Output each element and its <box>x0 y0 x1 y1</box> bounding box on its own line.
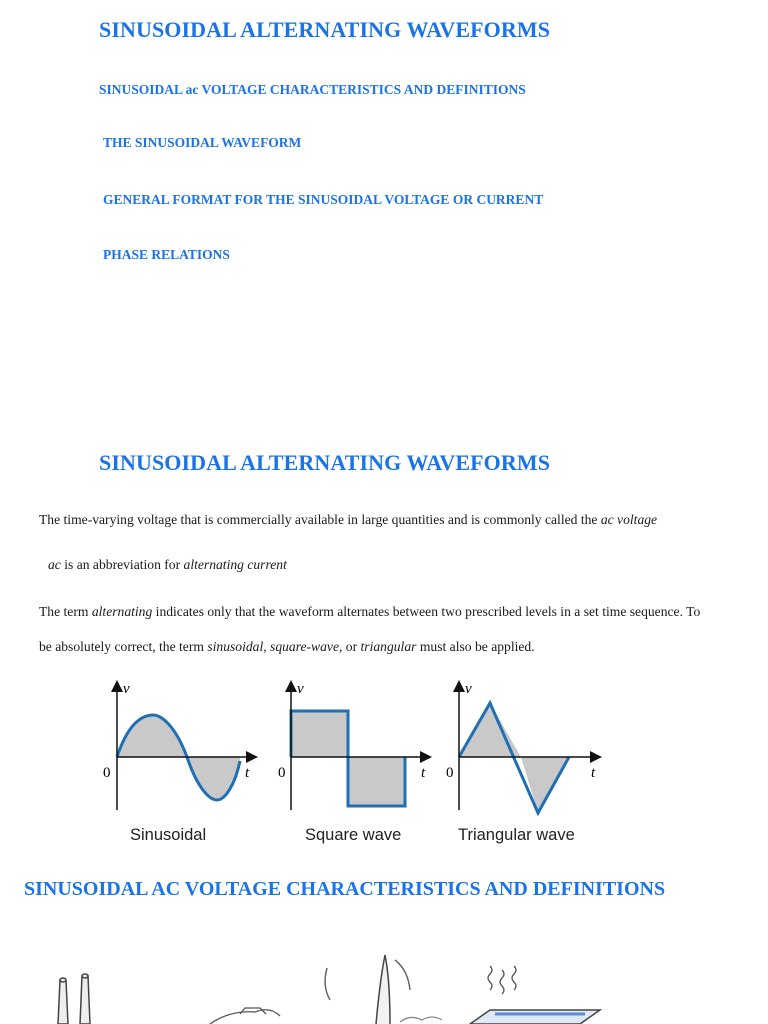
paragraph-emphasis: sinusoidal, square-wave, <box>207 639 343 654</box>
label-sinusoidal: Sinusoidal <box>130 826 207 844</box>
solar-panel-sketch <box>470 1010 600 1024</box>
toc-link-general-format[interactable]: GENERAL FORMAT FOR THE SINUSOIDAL VOLTAGE OR CURRENT <box>103 192 544 207</box>
square-fill-negative <box>348 757 405 806</box>
triangle-origin-label: 0 <box>446 765 454 781</box>
square-fill-positive <box>291 711 348 757</box>
sine-origin-label: 0 <box>103 765 111 781</box>
triangle-fill-positive <box>459 703 521 757</box>
paragraph-ac-voltage <box>39 512 657 528</box>
paragraph-text: is an abbreviation for <box>60 557 184 572</box>
label-triangular-wave: Triangular wave <box>458 826 575 844</box>
paragraph-text: The time-varying voltage that is commercially available in large quantities and is commonly called the <box>39 512 601 527</box>
smokestack-right <box>80 976 90 1024</box>
square-axis-t-label: t <box>421 765 426 781</box>
square-waveform <box>278 681 429 810</box>
smokestack-left <box>58 980 68 1024</box>
sine-axis-t-label: t <box>245 765 250 781</box>
vehicle-sketch <box>210 1008 280 1024</box>
paragraph-text: be absolutely correct, the term <box>39 639 208 654</box>
paragraph-emphasis: alternating <box>91 604 153 619</box>
section-heading-waveforms: SINUSOIDAL ALTERNATING WAVEFORMS <box>99 450 551 475</box>
wind-turbine-sketch <box>325 955 410 1024</box>
triangle-axis-t-label: t <box>591 765 596 781</box>
sine-axis-v-label: v <box>123 681 130 697</box>
toc-link-characteristics[interactable]: SINUSOIDAL ac VOLTAGE CHARACTERISTICS AND DEFINITIONS <box>99 82 526 97</box>
section-heading-characteristics: SINUSOIDAL AC VOLTAGE CHARACTERISTICS AND DEFINITIONS <box>24 878 666 900</box>
paragraph-alternating-line2 <box>39 639 535 655</box>
label-square-wave: Square wave <box>305 826 402 844</box>
paragraph-text: must also be applied. <box>416 639 535 654</box>
smokestack-left-top <box>60 978 66 982</box>
triangular-waveform <box>446 681 599 813</box>
paragraph-emphasis: triangular <box>360 639 417 654</box>
paragraph-emphasis: alternating current <box>183 557 287 572</box>
smokestack-right-top <box>82 974 88 978</box>
paragraph-text: or <box>342 639 361 654</box>
page-title: SINUSOIDAL ALTERNATING WAVEFORMS <box>99 17 551 42</box>
paragraph-text: The term <box>39 604 92 619</box>
square-axis-v-label: v <box>297 681 304 697</box>
paragraph-ac-abbreviation <box>48 557 287 573</box>
square-origin-label: 0 <box>278 765 286 781</box>
triangle-fill-negative <box>521 757 569 813</box>
toc-link-sinusoidal-waveform[interactable]: THE SINUSOIDAL WAVEFORM <box>103 135 302 150</box>
paragraph-emphasis: ac <box>48 557 61 572</box>
sinusoidal-waveform <box>103 681 255 810</box>
paragraph-alternating-line1 <box>39 604 700 620</box>
paragraph-text: indicates only that the waveform alternates between two prescribed levels in a set time sequence. To <box>152 604 701 619</box>
triangle-axis-v-label: v <box>465 681 472 697</box>
paragraph-emphasis: ac voltage <box>600 512 658 527</box>
toc-link-phase-relations[interactable]: PHASE RELATIONS <box>103 247 230 262</box>
power-sources-illustration <box>40 950 740 1024</box>
